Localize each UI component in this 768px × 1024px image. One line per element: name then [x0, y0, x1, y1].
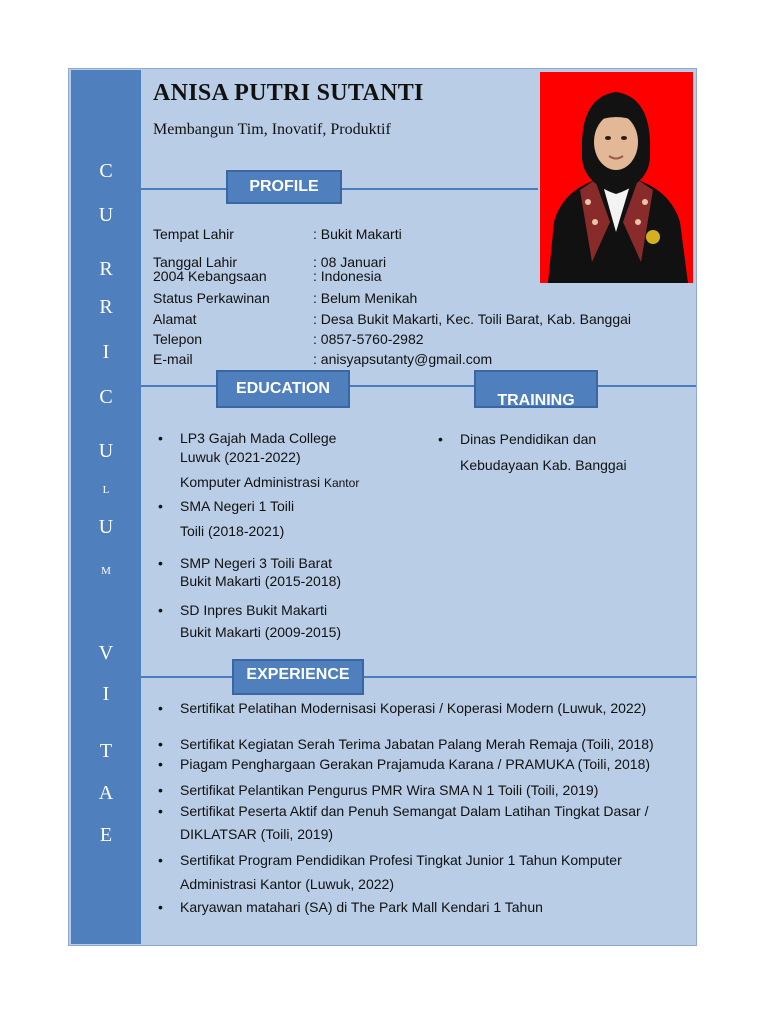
profile-photo [540, 72, 693, 283]
sidebar-letter: U [98, 440, 114, 462]
bullet-icon: • [158, 602, 163, 618]
training-heading: TRAINING [474, 370, 598, 408]
candidate-tagline: Membangun Tim, Inovatif, Produktif [153, 121, 391, 138]
experience-divider [141, 676, 696, 678]
sidebar-letter: A [98, 782, 114, 804]
candidate-name: ANISA PUTRI SUTANTI [153, 80, 424, 106]
birthplace-value: : Bukit Makarti [313, 226, 402, 242]
address-value: : Desa Bukit Makarti, Kec. Toili Barat, Kab. Banggai [313, 311, 632, 327]
marital-status-label: Status Perkawinan [153, 290, 270, 306]
sidebar-letter: U [98, 204, 114, 226]
profile-heading: PROFILE [226, 170, 342, 204]
education-item-2-place: Toili (2018-2021) [180, 523, 285, 539]
bullet-icon: • [158, 498, 163, 514]
experience-item-2: Sertifikat Kegiatan Serah Terima Jabatan Palang Merah Remaja (Toili, 2018) [180, 736, 654, 752]
birthdate-value: : 08 Januari [313, 254, 387, 270]
experience-item-6-continued: Administrasi Kantor (Luwuk, 2022) [180, 876, 394, 892]
education-item-2: SMA Negeri 1 Toili [180, 498, 295, 514]
sidebar-letter: V [98, 642, 114, 664]
sidebar-letter: I [102, 683, 110, 705]
experience-heading: EXPERIENCE [232, 659, 364, 695]
education-item-3: SMP Negeri 3 Toili Barat [180, 555, 332, 571]
sidebar-letter: R [99, 258, 113, 280]
bullet-icon: • [158, 852, 163, 868]
bullet-icon: • [158, 430, 163, 446]
bullet-icon: • [158, 700, 163, 716]
education-item-4-place: Bukit Makarti (2009-2015) [180, 624, 342, 640]
education-heading: EDUCATION [216, 370, 350, 408]
education-item-1-place: Luwuk (2021-2022) [180, 449, 301, 465]
experience-item-5: Sertifikat Peserta Aktif dan Penuh Semangat Dalam Latihan Tingkat Dasar / [180, 803, 649, 819]
education-item-1: LP3 Gajah Mada College [180, 430, 337, 446]
sidebar-letter: L [102, 484, 110, 496]
sidebar-letter: R [99, 296, 113, 318]
experience-item-3: Piagam Penghargaan Gerakan Prajamuda Karana / PRAMUKA (Toili, 2018) [180, 756, 651, 772]
training-item-1: Dinas Pendidikan dan [460, 431, 597, 447]
sidebar-letter: T [99, 740, 113, 762]
education-item-4: SD Inpres Bukit Makarti [180, 602, 328, 618]
phone-value: : 0857-5760-2982 [313, 331, 424, 347]
birthdate-label-continued: 2004 Kebangsaan [153, 268, 267, 284]
address-label: Alamat [153, 311, 197, 327]
education-item-3-place: Bukit Makarti (2015-2018) [180, 573, 342, 589]
marital-status-value: : Belum Menikah [313, 290, 418, 306]
bullet-icon: • [158, 899, 163, 915]
education-item-1-major: Komputer Administrasi Kantor [180, 474, 360, 490]
sidebar [71, 70, 141, 944]
bullet-icon: • [158, 756, 163, 772]
experience-item-4: Sertifikat Pelantikan Pengurus PMR Wira SMA N 1 Toili (Toili, 2019) [180, 782, 599, 798]
bullet-icon: • [158, 736, 163, 752]
experience-item-5-continued: DIKLATSAR (Toili, 2019) [180, 826, 334, 842]
bullet-icon: • [438, 431, 443, 447]
bullet-icon: • [158, 555, 163, 571]
email-value: : anisyapsutanty@gmail.com [313, 351, 493, 367]
sidebar-letter: U [98, 516, 114, 538]
nationality-value: : Indonesia [313, 268, 382, 284]
experience-item-1: Sertifikat Pelatihan Modernisasi Koperasi / Koperasi Modern (Luwuk, 2022) [180, 700, 647, 716]
sidebar-letter: C [99, 386, 113, 408]
birthdate-label: Tanggal Lahir [153, 254, 238, 270]
email-label: E-mail [153, 351, 193, 367]
sidebar-letter: I [102, 341, 110, 363]
person-portrait-icon [540, 72, 693, 283]
bullet-icon: • [158, 782, 163, 798]
training-item-1-continued: Kebudayaan Kab. Banggai [460, 457, 627, 473]
sidebar-letter: E [99, 824, 113, 846]
experience-item-6: Sertifikat Program Pendidikan Profesi Tingkat Junior 1 Tahun Komputer [180, 852, 622, 868]
sidebar-letter: M [101, 565, 111, 577]
phone-label: Telepon [153, 331, 203, 347]
birthplace-label: Tempat Lahir [153, 226, 234, 242]
experience-item-7: Karyawan matahari (SA) di The Park Mall Kendari 1 Tahun [180, 899, 543, 915]
sidebar-letter: C [99, 160, 113, 182]
bullet-icon: • [158, 803, 163, 819]
